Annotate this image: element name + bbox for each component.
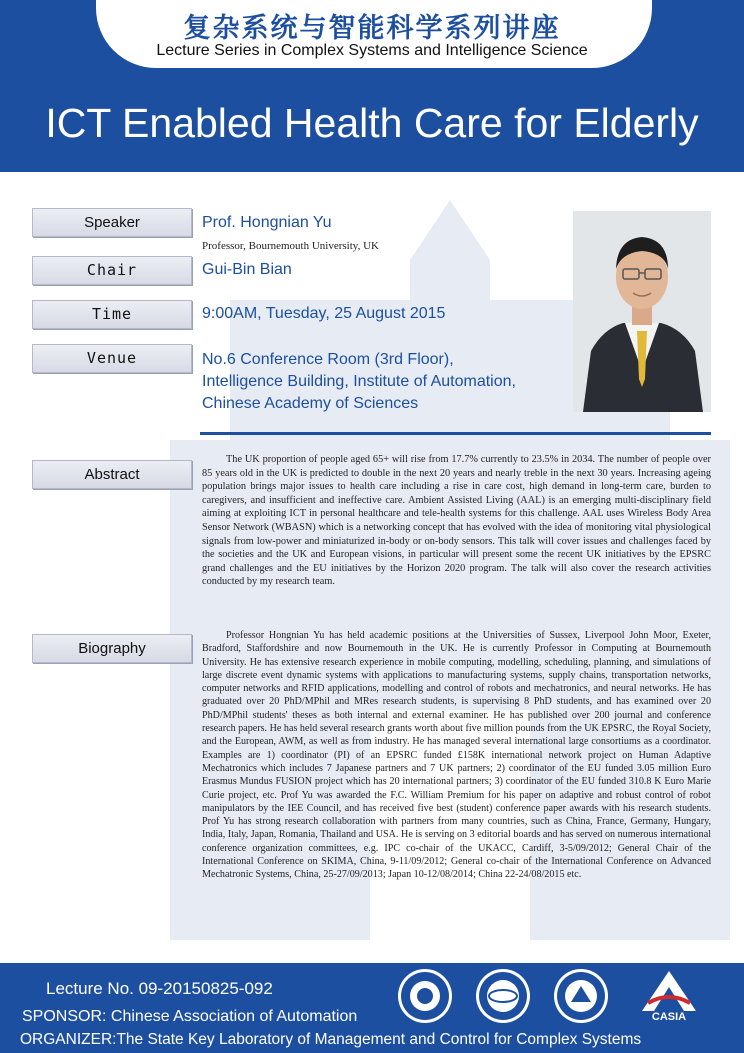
biography-label: Biography: [32, 634, 192, 663]
header-banner: [0, 0, 744, 172]
abstract-label: Abstract: [32, 460, 192, 489]
speaker-affiliation: Professor, Bournemouth University, UK: [202, 240, 379, 252]
sponsor-line: SPONSOR: Chinese Association of Automation: [22, 1008, 358, 1025]
chair-name: Gui-Bin Bian: [202, 261, 292, 278]
section-divider: [200, 432, 711, 435]
caa-logo-icon: [554, 969, 608, 1023]
series-title-english: Lecture Series in Complex Systems and Intelligence Science: [156, 42, 588, 59]
organizer-line: ORGANIZER:The State Key Laboratory of Management and Control for Complex Systems: [20, 1031, 642, 1048]
chair-label: Chair: [32, 256, 192, 285]
footer-banner: [0, 963, 744, 1053]
speaker-photo: [573, 211, 711, 412]
lecture-time: 9:00AM, Tuesday, 25 August 2015: [202, 305, 446, 322]
casia-logo-icon: [638, 969, 700, 1027]
biography-text: Professor Hongnian Yu has held academic positions at the Universities of Sussex, Liverpool John Moor, Exeter, Bradford, Staffordshire and now Bournemouth in the UK. He is currently Professor in Computing at Bournemouth University. He has extensive research experience in mobile computing, modelling, scheduling, planning, and simulations of large discrete event dynamic systems with applications to manufacturing systems, supply chains, transportation networks, computer networks and RFID applications, modelling and control of robots and mechatronics, and neural networks. He has graduated over 20 PhD/MPhil and MRes research students, is supervising 8 PhD students, and has examined over 20 PhD/MPhil students' theses as both internal and external examiner. He has published over 200 journal and conference research papers. He has held several research grants worth about five million pounds from the UK EPSRC, the Royal Society, and the European, AWM, as well as from industry. He has managed several international large consortiums as a coordinator. Examples are 1) coordinator (PI) of an EPSRC funded £158K international network project on Human Adaptive Mechatronics which includes 7 Japanese partners and 7 UK partners; 2) coordinator of the EU funded 3.05 million Euro Erasmus Mundus FUSION project which has 20 international partners; 3) coordinator of the EU funded 310.8 K Euro Marie Curie project, etc. Prof Yu was awarded the F.C. William Premium for his paper on adaptive and robust control of robot manipulators by the IEE Council, and has received five best (student) conference paper awards with his research students. Prof Yu has strong research collaboration with partners from many countries, such as China, France, Germany, Hungary, India, Italy, Japan, Romania, Thailand and USA. He is serving on 3 editorial boards and has served on numerous international conference organization committees, e.g. IPC co-chair of the UKACC, Cardiff, 3-5/09/2012; General Chair of the International Conference on SKIMA, China, 9-11/09/2012; General co-chair of the International Conference on Advanced Mechatronic Systems, China, 25-27/09/2013; Japan 10-12/08/2014; China 22-24/08/2015 etc.: [202, 630, 711, 881]
venue-line: Chinese Academy of Sciences: [202, 395, 419, 412]
speaker-label: Speaker: [32, 208, 192, 237]
speaker-name: Prof. Hongnian Yu: [202, 214, 332, 231]
cas-logo-icon: [398, 969, 452, 1023]
casia-logo-text: CASIA: [651, 1011, 687, 1023]
series-title-chinese: 复杂系统与智能科学系列讲座: [183, 13, 561, 44]
venue-line: Intelligence Building, Institute of Automation,: [202, 373, 516, 390]
venue-line: No.6 Conference Room (3rd Floor),: [202, 351, 454, 368]
lecture-number: Lecture No. 09-20150825-092: [46, 979, 273, 998]
venue-label: Venue: [32, 344, 192, 373]
venue-address: [202, 349, 516, 415]
time-label: Time: [32, 300, 192, 329]
skl-logo-icon: [476, 969, 530, 1023]
lecture-title: ICT Enabled Health Care for Elderly: [45, 100, 699, 146]
abstract-text: The UK proportion of people aged 65+ will rise from 17.7% currently to 23.5% in 2034. The number of people over 85 years old in the UK is predicted to double in the next 20 years and nearly treble in the next 30 years. Increasing ageing population brings major issues to health care including a rise in care cost, high demand in long-term care, burden to caregivers, and insufficient and ineffective care. Ambient Assisted Living (AAL) is an emerging multi-disciplinary field aiming at exploiting ICT in personal healthcare and tele-health systems for this challenge. AAL uses Wireless Body Area Sensor Network (WBASN) which is a networking concept that has evolved with the idea of monitoring vital physiological signals from low-power and miniaturized in-body or on-body sensors. This talk will cover issues and challenges faced by the societies and the UK and European visions, in particular will present some the recent UK initiatives by the EPSRC grand challenges and the EU initiatives by the Horizon 2020 program. The talk will also cover the research activities conducted by my research team.: [202, 454, 711, 588]
